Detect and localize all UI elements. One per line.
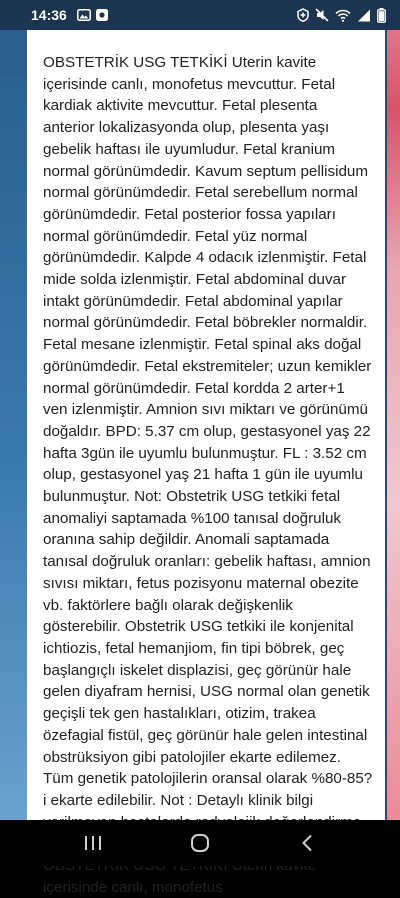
status-time: 14:36	[31, 7, 67, 23]
battery-saver-icon	[297, 8, 309, 22]
recent-apps-icon	[84, 835, 102, 851]
mute-icon	[315, 8, 329, 22]
signal-icon	[357, 9, 371, 22]
status-bar	[0, 0, 400, 30]
battery-icon	[377, 8, 386, 23]
home-button[interactable]	[175, 823, 225, 863]
report-dialog[interactable]	[27, 30, 385, 896]
back-button[interactable]	[282, 823, 332, 863]
back-chevron-icon	[301, 834, 313, 852]
background-left-header	[0, 30, 30, 74]
status-right-icons	[297, 8, 386, 23]
status-left-icons	[77, 9, 108, 21]
report-text: OBSTETRİK USG TETKİKİ Uterin kavite içerisinde canlı, monofetus mevcuttur. Fetal kardiak aktivite mevcuttur. Fetal plesenta anterior lokalizasyonda olup, plesenta yaşı gebelik haftası ile uyumludur. Fetal kranium normal görünümdedir. Kavum septum pellisidum normal görünümdedir. Fetal serebellum normal görünümdedir. Fetal posterior fossa yapıları normal görünümdedir. Fetal yüz normal görünümdedir. Kalpde 4 odacık izlenmiştir. Fetal mide solda izlenmiştir. Fetal abdominal duvar intakt görünümdedir. Fetal abdominal yapılar normal görünümdedir. Fetal böbrekler normaldir. Fetal mesane izlenmiştir. Fetal spinal aks doğal görünümdedir. Fetal ekstremiteler; uzun kemikler normal görünümdedir. Fetal kordda 2 arter+1 ven izlenmiştir. Amnion sıvı miktarı ve görünümü doğaldır. BPD: 5.37 cm olup, gestasyonel yaş 22 hafta 3gün ile uyumlu bulunmuştur. FL : 3.52 cm olup, gestasyonel yaş 21 hafta 1 gün ile uyumlu bulunmuştur. Not: Obstetrik USG tetkiki fetal anomaliyi saptamada %100 tanısal doğruluk oranına sahip değildir. Anomali saptamada tanısal doğruluk oranları: gebelik haftası, amnion sıvısı miktarı, fetus pozisyonu maternal obezite vb. faktörlere bağlı olarak değişkenlik gösterebilir. Obstetrik USG tetkiki ile konjenital ichtiozis, fetal hemanjiom, fin tipi böbrek, geç başlangıçlı iskelet displazisi, geç görünür hale gelen diyafram hernisi, USG normal olan genetik geçişli tek gen hastalıkları, otizim, trakea özefagial fistül, geç görünür hale gelen intestinal obstrüksiyon gibi patolojiler ekarte edilemez. Tüm genetik patolojilerin oransal olarak %80-85?i ekarte edilebilir. Not : Detaylı klinik bilgi içerisinde canlı, monofetus	[43, 54, 373, 896]
background-right-edge	[387, 30, 400, 820]
recent-apps-button[interactable]	[68, 823, 118, 863]
notification-icon	[96, 9, 108, 21]
navigation-bar	[0, 820, 400, 866]
home-icon	[190, 833, 210, 853]
background-left-edge	[0, 30, 30, 820]
image-icon	[77, 9, 91, 21]
wifi-icon	[335, 9, 351, 22]
